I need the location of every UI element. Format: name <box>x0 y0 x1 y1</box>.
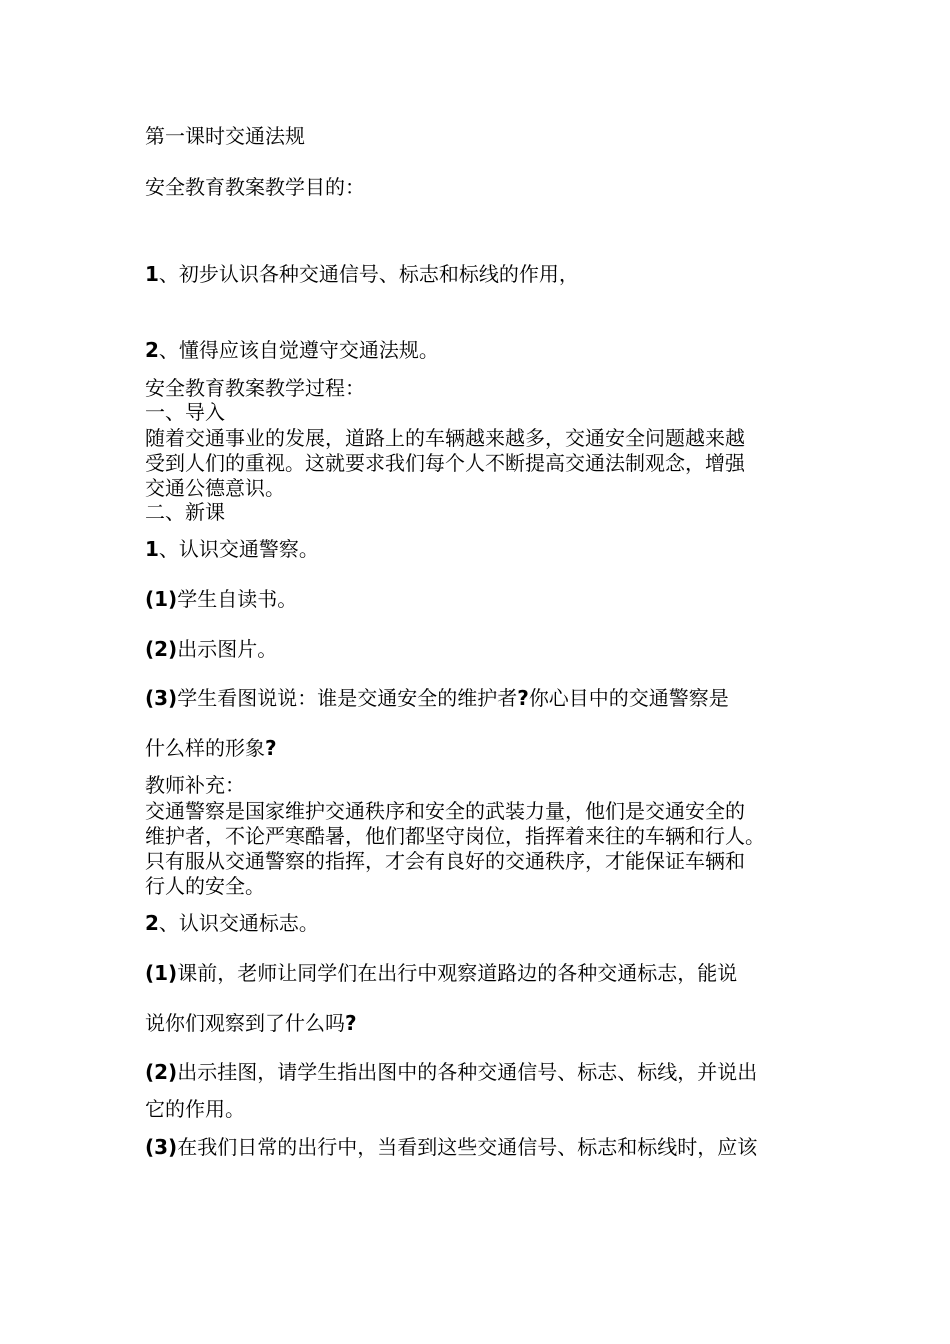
section-intro-heading: 一、导入 <box>145 400 225 424</box>
goal-item-2-text: 、懂得应该自觉遵守交通法规。 <box>158 338 439 362</box>
sub-item-1-1-text: 学生自读书。 <box>177 587 298 611</box>
intro-line: 交通公德意识。 <box>145 476 285 500</box>
teacher-line: 维护者，不论严寒酷暑，他们都坚守岗位，指挥着来往的车辆和行人。 <box>145 824 765 848</box>
sub-item-2-1-question-mark: ? <box>345 1011 357 1035</box>
intro-line: 受到人们的重视。这就要求我们每个人不断提高交通法制观念，增强 <box>145 451 745 475</box>
lesson-item-2-text: 、认识交通标志。 <box>158 911 319 935</box>
goal-item-1-number: 1 <box>145 262 159 286</box>
sub-item-1-3-number: (3) <box>145 686 178 710</box>
teacher-line: 交通警察是国家维护交通秩序和安全的武装力量，他们是交通安全的 <box>145 799 745 823</box>
sub-item-2-3 <box>145 1135 815 1160</box>
sub-item-1-3-question-mark-2: ? <box>265 736 277 760</box>
sub-item-1-1-number: (1) <box>145 587 178 611</box>
sub-item-2-3-text: 在我们日常的出行中，当看到这些交通信号、标志和标线时，应该 <box>177 1135 758 1159</box>
sub-item-1-3-text-b: 你心目中的交通警察是 <box>528 686 729 710</box>
lesson-item-1-number: 1 <box>145 537 159 561</box>
sub-item-2-3-number: (3) <box>145 1135 178 1159</box>
sub-item-2-1-number: (1) <box>145 961 178 985</box>
sub-item-1-2 <box>145 637 815 662</box>
teacher-heading: 教师补充： <box>145 773 245 797</box>
sub-item-2-2-continued <box>145 1097 815 1122</box>
sub-item-2-1-text-b: 说你们观察到了什么吗 <box>145 1011 345 1035</box>
goal-item-1 <box>145 262 815 287</box>
teacher-line: 行人的安全。 <box>145 874 265 898</box>
doc-title: 第一课时交通法规 <box>145 124 305 148</box>
intro-paragraph <box>145 426 810 501</box>
intro-line: 随着交通事业的发展，道路上的车辆越来越多，交通安全问题越来越 <box>145 426 745 450</box>
process-heading: 安全教育教案教学过程： <box>145 376 365 400</box>
sub-item-1-3-continued <box>145 736 815 761</box>
sub-item-1-3-text-c: 什么样的形象 <box>145 736 265 760</box>
sub-item-1-1 <box>145 587 815 612</box>
goal-item-1-text: 、初步认识各种交通信号、标志和标线的作用， <box>158 262 579 286</box>
goal-item-2 <box>145 338 815 363</box>
lesson-item-1 <box>145 537 815 562</box>
sub-item-2-1 <box>145 961 815 986</box>
sub-item-1-3 <box>145 686 815 711</box>
sub-item-1-3-text-a: 学生看图说说：谁是交通安全的维护者 <box>177 686 518 710</box>
lesson-item-1-text: 、认识交通警察。 <box>158 537 319 561</box>
sub-item-2-1-text-a: 课前，老师让同学们在出行中观察道路边的各种交通标志，能说 <box>177 961 738 985</box>
sub-item-2-2-text-b: 它的作用。 <box>145 1097 245 1121</box>
goal-item-2-number: 2 <box>145 338 159 362</box>
lesson-item-2-number: 2 <box>145 911 159 935</box>
section-new-lesson-heading: 二、新课 <box>145 500 225 524</box>
sub-item-1-2-number: (2) <box>145 637 178 661</box>
sub-item-2-2 <box>145 1060 815 1085</box>
sub-item-2-2-number: (2) <box>145 1060 178 1084</box>
sub-item-2-1-continued <box>145 1011 815 1036</box>
teacher-line: 只有服从交通警察的指挥，才会有良好的交通秩序，才能保证车辆和 <box>145 849 745 873</box>
sub-item-1-3-question-mark: ? <box>517 686 529 710</box>
lesson-item-2 <box>145 911 815 936</box>
sub-item-1-2-text: 出示图片。 <box>177 637 278 661</box>
teacher-paragraph <box>145 799 810 899</box>
sub-item-2-2-text-a: 出示挂图，请学生指出图中的各种交通信号、标志、标线，并说出 <box>177 1060 758 1084</box>
goal-heading: 安全教育教案教学目的： <box>145 175 365 199</box>
